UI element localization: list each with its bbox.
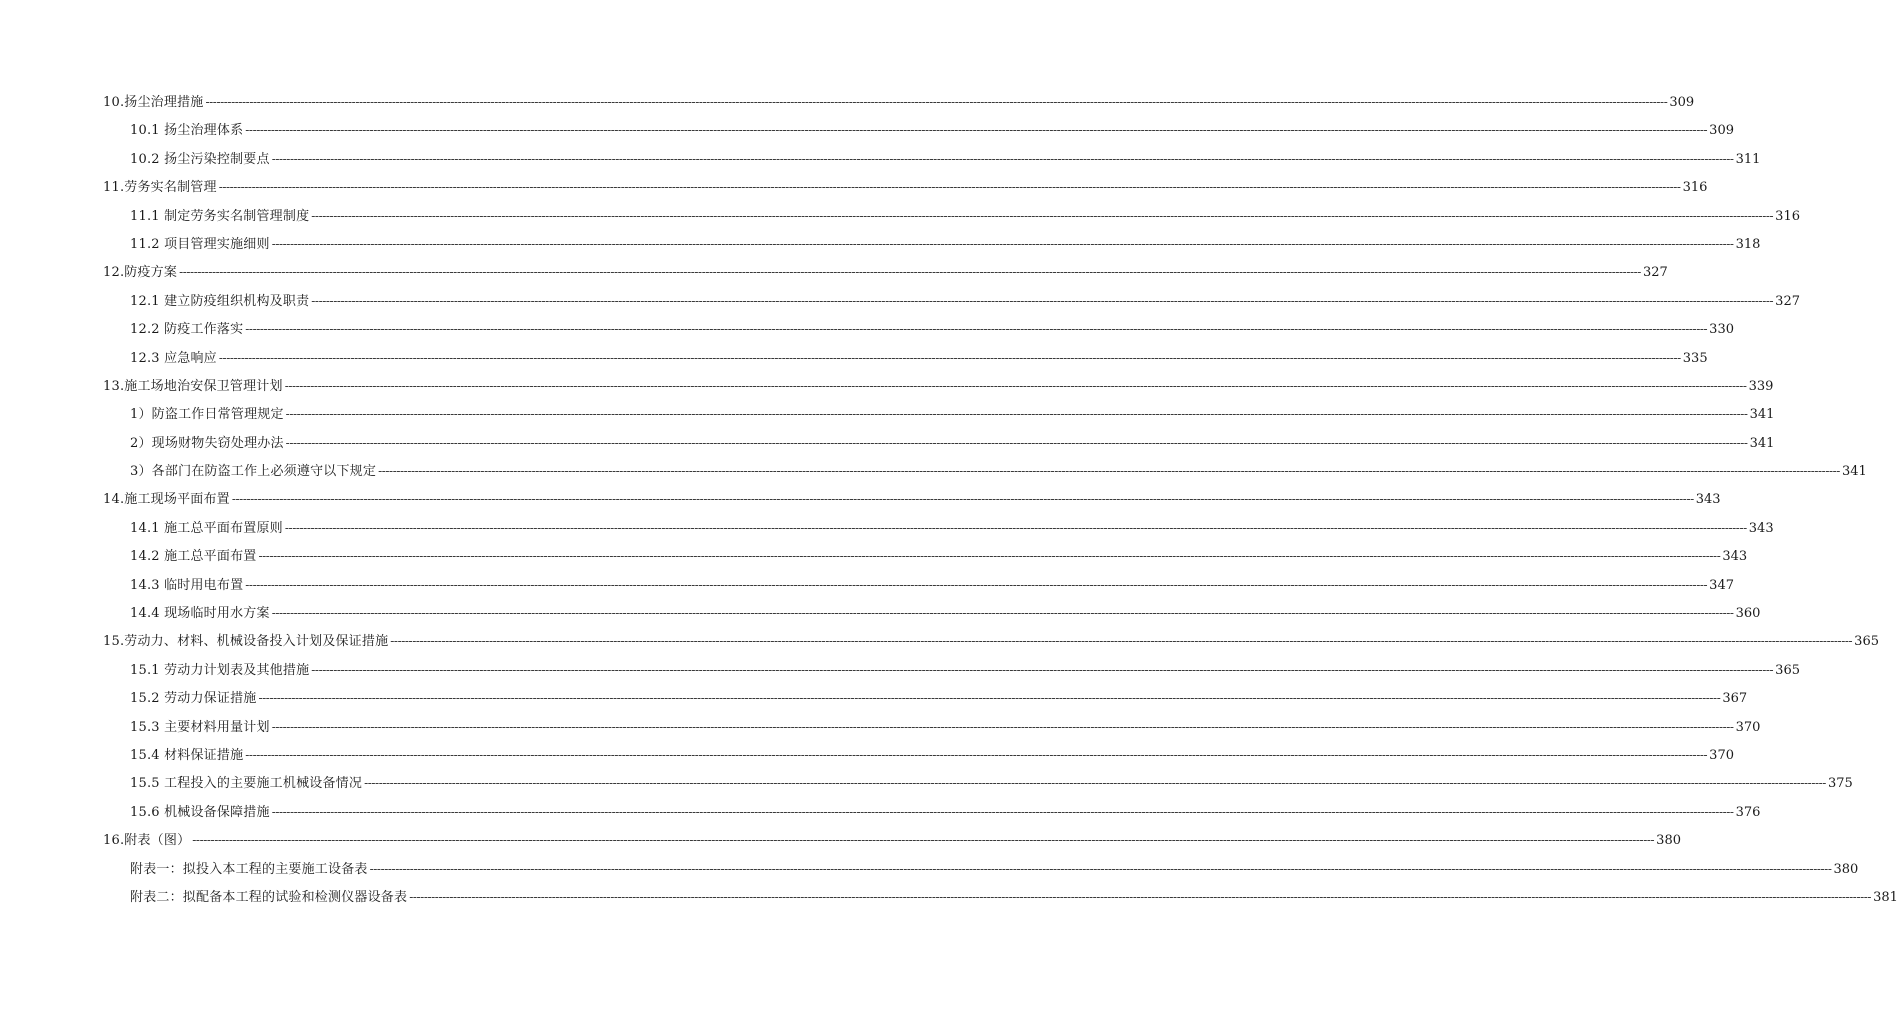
toc-entry[interactable] [0, 230, 1761, 258]
toc-dot-leader: ---------------------------------------------------------------------------------------------------------------------------------------------------------------------------------------------------------------------------------------------------------------------------------------------------------------------------------------------------------------------------------------------------------------- [231, 492, 1694, 507]
toc-entry-title: 附表二：拟配备本工程的试验和检测仪器设备表 [130, 889, 408, 905]
toc-entry-page-number: 327 [1775, 293, 1800, 309]
toc-entry-page-number: 375 [1827, 776, 1853, 792]
toc-dot-leader: ---------------------------------------------------------------------------------------------------------------------------------------------------------------------------------------------------------------------------------------------------------------------------------------------------------------------------------------------------------------------------------------------------------------- [409, 889, 1872, 904]
toc-entry[interactable] [0, 315, 1734, 343]
toc-entry-page-number: 339 [1748, 378, 1774, 394]
toc-dot-leader: ---------------------------------------------------------------------------------------------------------------------------------------------------------------------------------------------------------------------------------------------------------------------------------------------------------------------------------------------------------------------------------------------------------------- [378, 464, 1840, 479]
toc-entry-title: 10.2 扬尘污染控制要点 [130, 151, 270, 167]
toc-dot-leader: ---------------------------------------------------------------------------------------------------------------------------------------------------------------------------------------------------------------------------------------------------------------------------------------------------------------------------------------------------------------------------------------------------------------- [258, 691, 1721, 706]
toc-entry-title: 2）现场财物失窃处理办法 [130, 435, 284, 451]
toc-entry[interactable] [0, 826, 1681, 854]
toc-entry[interactable] [0, 599, 1761, 627]
toc-entry[interactable] [0, 344, 1708, 372]
toc-entry-title: 1）防盗工作日常管理规定 [130, 407, 284, 423]
toc-entry-page-number: 343 [1722, 549, 1748, 565]
toc-entry[interactable] [0, 485, 1721, 513]
toc-entry[interactable] [0, 457, 1867, 485]
toc-entry[interactable] [0, 798, 1761, 826]
toc-dot-leader: ---------------------------------------------------------------------------------------------------------------------------------------------------------------------------------------------------------------------------------------------------------------------------------------------------------------------------------------------------------------------------------------------------------------- [284, 378, 1747, 393]
toc-entry-title: 14.4 现场临时用水方案 [130, 606, 270, 622]
toc-dot-leader: ---------------------------------------------------------------------------------------------------------------------------------------------------------------------------------------------------------------------------------------------------------------------------------------------------------------------------------------------------------------------------------------------------------------- [311, 662, 1774, 677]
toc-entry-page-number: 316 [1775, 208, 1800, 224]
toc-entry-page-number: 327 [1642, 265, 1668, 281]
toc-entry-title: 15.5 工程投入的主要施工机械设备情况 [130, 776, 363, 792]
toc-dot-leader: ---------------------------------------------------------------------------------------------------------------------------------------------------------------------------------------------------------------------------------------------------------------------------------------------------------------------------------------------------------------------------------------------------------------- [271, 804, 1734, 819]
toc-entry-page-number: 309 [1669, 95, 1695, 110]
toc-entry[interactable] [0, 258, 1668, 286]
toc-entry-page-number: 367 [1722, 691, 1748, 707]
toc-dot-leader: ---------------------------------------------------------------------------------------------------------------------------------------------------------------------------------------------------------------------------------------------------------------------------------------------------------------------------------------------------------------------------------------------------------------- [271, 236, 1734, 251]
toc-entry-page-number: 381 [1873, 889, 1898, 905]
toc-dot-leader: ---------------------------------------------------------------------------------------------------------------------------------------------------------------------------------------------------------------------------------------------------------------------------------------------------------------------------------------------------------------------------------------------------------------- [258, 549, 1721, 564]
toc-entry-title: 10.扬尘治理措施 [103, 95, 204, 110]
toc-dot-leader: ---------------------------------------------------------------------------------------------------------------------------------------------------------------------------------------------------------------------------------------------------------------------------------------------------------------------------------------------------------------------------------------------------------------- [271, 151, 1734, 166]
toc-entry[interactable] [0, 713, 1761, 741]
toc-entry-page-number: 335 [1682, 350, 1708, 366]
toc-entry-page-number: 380 [1833, 861, 1859, 877]
toc-dot-leader: ---------------------------------------------------------------------------------------------------------------------------------------------------------------------------------------------------------------------------------------------------------------------------------------------------------------------------------------------------------------------------------------------------------------- [369, 861, 1832, 876]
toc-entry-page-number: 330 [1709, 322, 1734, 338]
toc-entry-title: 15.3 主要材料用量计划 [130, 719, 270, 735]
toc-entry-title: 3）各部门在防盗工作上必须遵守以下规定 [130, 464, 377, 480]
toc-dot-leader: ---------------------------------------------------------------------------------------------------------------------------------------------------------------------------------------------------------------------------------------------------------------------------------------------------------------------------------------------------------------------------------------------------------------- [205, 95, 1668, 109]
toc-dot-leader: ---------------------------------------------------------------------------------------------------------------------------------------------------------------------------------------------------------------------------------------------------------------------------------------------------------------------------------------------------------------------------------------------------------------- [245, 747, 1708, 762]
toc-dot-leader: ---------------------------------------------------------------------------------------------------------------------------------------------------------------------------------------------------------------------------------------------------------------------------------------------------------------------------------------------------------------------------------------------------------------- [271, 606, 1734, 621]
toc-entry-page-number: 365 [1854, 634, 1879, 650]
toc-entry-title: 14.1 施工总平面布置原则 [130, 520, 283, 536]
toc-dot-leader: ---------------------------------------------------------------------------------------------------------------------------------------------------------------------------------------------------------------------------------------------------------------------------------------------------------------------------------------------------------------------------------------------------------------- [179, 265, 1641, 280]
toc-dot-leader: ---------------------------------------------------------------------------------------------------------------------------------------------------------------------------------------------------------------------------------------------------------------------------------------------------------------------------------------------------------------------------------------------------------------- [218, 350, 1681, 365]
toc-entry-title: 13.施工场地治安保卫管理计划 [103, 378, 283, 394]
toc-dot-leader: ---------------------------------------------------------------------------------------------------------------------------------------------------------------------------------------------------------------------------------------------------------------------------------------------------------------------------------------------------------------------------------------------------------------- [285, 435, 1748, 450]
toc-entry-title: 15.1 劳动力计划表及其他措施 [130, 662, 310, 678]
toc-entry-title: 10.1 扬尘治理体系 [130, 123, 244, 139]
toc-entry-title: 12.3 应急响应 [130, 350, 217, 366]
toc-entry-title: 15.4 材料保证措施 [130, 747, 244, 763]
toc-entry[interactable] [0, 429, 1775, 457]
toc-entry-page-number: 343 [1748, 520, 1774, 536]
toc-entry-page-number: 341 [1841, 464, 1867, 480]
toc-entry-page-number: 376 [1735, 804, 1761, 820]
toc-entry-title: 12.2 防疫工作落实 [130, 322, 244, 338]
toc-entry[interactable] [0, 542, 1748, 570]
toc-entry-page-number: 311 [1735, 151, 1761, 167]
toc-entry-title: 14.施工现场平面布置 [103, 492, 230, 508]
toc-entry[interactable] [0, 173, 1708, 201]
toc-dot-leader: ---------------------------------------------------------------------------------------------------------------------------------------------------------------------------------------------------------------------------------------------------------------------------------------------------------------------------------------------------------------------------------------------------------------- [245, 123, 1708, 138]
toc-entry-title: 15.6 机械设备保障措施 [130, 804, 270, 820]
toc-dot-leader: ---------------------------------------------------------------------------------------------------------------------------------------------------------------------------------------------------------------------------------------------------------------------------------------------------------------------------------------------------------------------------------------------------------------- [192, 833, 1655, 848]
toc-entry-page-number: 380 [1656, 833, 1681, 849]
toc-dot-leader: ---------------------------------------------------------------------------------------------------------------------------------------------------------------------------------------------------------------------------------------------------------------------------------------------------------------------------------------------------------------------------------------------------------------- [390, 634, 1853, 649]
toc-dot-leader: ---------------------------------------------------------------------------------------------------------------------------------------------------------------------------------------------------------------------------------------------------------------------------------------------------------------------------------------------------------------------------------------------------------------- [271, 719, 1734, 734]
toc-entry-page-number: 318 [1735, 236, 1761, 252]
toc-entry-page-number: 365 [1775, 662, 1800, 678]
table-of-contents [0, 88, 1898, 911]
toc-entry-page-number: 370 [1709, 747, 1734, 763]
toc-entry-page-number: 360 [1735, 606, 1761, 622]
toc-entry[interactable] [0, 145, 1761, 173]
toc-dot-leader: ---------------------------------------------------------------------------------------------------------------------------------------------------------------------------------------------------------------------------------------------------------------------------------------------------------------------------------------------------------------------------------------------------------------- [364, 776, 1826, 791]
toc-entry-title: 15.2 劳动力保证措施 [130, 691, 257, 707]
toc-entry[interactable] [0, 627, 1879, 655]
toc-entry-title: 14.3 临时用电布置 [130, 577, 244, 593]
toc-entry[interactable] [0, 514, 1774, 542]
toc-entry-title: 12.防疫方案 [103, 265, 178, 281]
toc-entry[interactable] [0, 372, 1774, 400]
toc-entry-page-number: 370 [1735, 719, 1761, 735]
toc-dot-leader: ---------------------------------------------------------------------------------------------------------------------------------------------------------------------------------------------------------------------------------------------------------------------------------------------------------------------------------------------------------------------------------------------------------------- [245, 577, 1708, 592]
toc-entry-page-number: 343 [1695, 492, 1721, 508]
toc-entry-page-number: 309 [1709, 123, 1734, 139]
toc-entry[interactable] [0, 769, 1853, 797]
toc-entry[interactable] [0, 741, 1734, 769]
toc-entry[interactable] [0, 571, 1734, 599]
toc-entry[interactable] [0, 883, 1898, 911]
toc-dot-leader: ---------------------------------------------------------------------------------------------------------------------------------------------------------------------------------------------------------------------------------------------------------------------------------------------------------------------------------------------------------------------------------------------------------------- [311, 293, 1774, 308]
toc-dot-leader: ---------------------------------------------------------------------------------------------------------------------------------------------------------------------------------------------------------------------------------------------------------------------------------------------------------------------------------------------------------------------------------------------------------------- [218, 180, 1681, 195]
toc-entry[interactable] [0, 287, 1800, 315]
toc-entry-title: 15.劳动力、材料、机械设备投入计划及保证措施 [103, 634, 389, 650]
toc-entry-page-number: 341 [1749, 435, 1775, 451]
toc-entry-title: 14.2 施工总平面布置 [130, 549, 257, 565]
toc-entry-title: 11.1 制定劳务实名制管理制度 [130, 208, 310, 224]
toc-entry[interactable] [0, 88, 1695, 116]
toc-entry-title: 12.1 建立防疫组织机构及职责 [130, 293, 310, 309]
toc-entry[interactable] [0, 684, 1748, 712]
toc-entry[interactable] [0, 656, 1800, 684]
toc-entry[interactable] [0, 400, 1775, 428]
toc-entry[interactable] [0, 202, 1800, 230]
toc-entry-title: 16.附表（图） [103, 833, 191, 849]
toc-entry-page-number: 347 [1709, 577, 1734, 593]
toc-entry-page-number: 341 [1749, 407, 1775, 423]
toc-dot-leader: ---------------------------------------------------------------------------------------------------------------------------------------------------------------------------------------------------------------------------------------------------------------------------------------------------------------------------------------------------------------------------------------------------------------- [245, 322, 1708, 337]
toc-entry[interactable] [0, 855, 1859, 883]
toc-dot-leader: ---------------------------------------------------------------------------------------------------------------------------------------------------------------------------------------------------------------------------------------------------------------------------------------------------------------------------------------------------------------------------------------------------------------- [284, 520, 1747, 535]
toc-entry-title: 11.劳务实名制管理 [103, 180, 217, 196]
toc-dot-leader: ---------------------------------------------------------------------------------------------------------------------------------------------------------------------------------------------------------------------------------------------------------------------------------------------------------------------------------------------------------------------------------------------------------------- [285, 407, 1748, 422]
toc-entry-title: 11.2 项目管理实施细则 [130, 236, 270, 252]
toc-entry-title: 附表一：拟投入本工程的主要施工设备表 [130, 861, 368, 877]
toc-entry[interactable] [0, 116, 1734, 144]
toc-entry-page-number: 316 [1682, 180, 1708, 196]
toc-dot-leader: ---------------------------------------------------------------------------------------------------------------------------------------------------------------------------------------------------------------------------------------------------------------------------------------------------------------------------------------------------------------------------------------------------------------- [311, 208, 1774, 223]
